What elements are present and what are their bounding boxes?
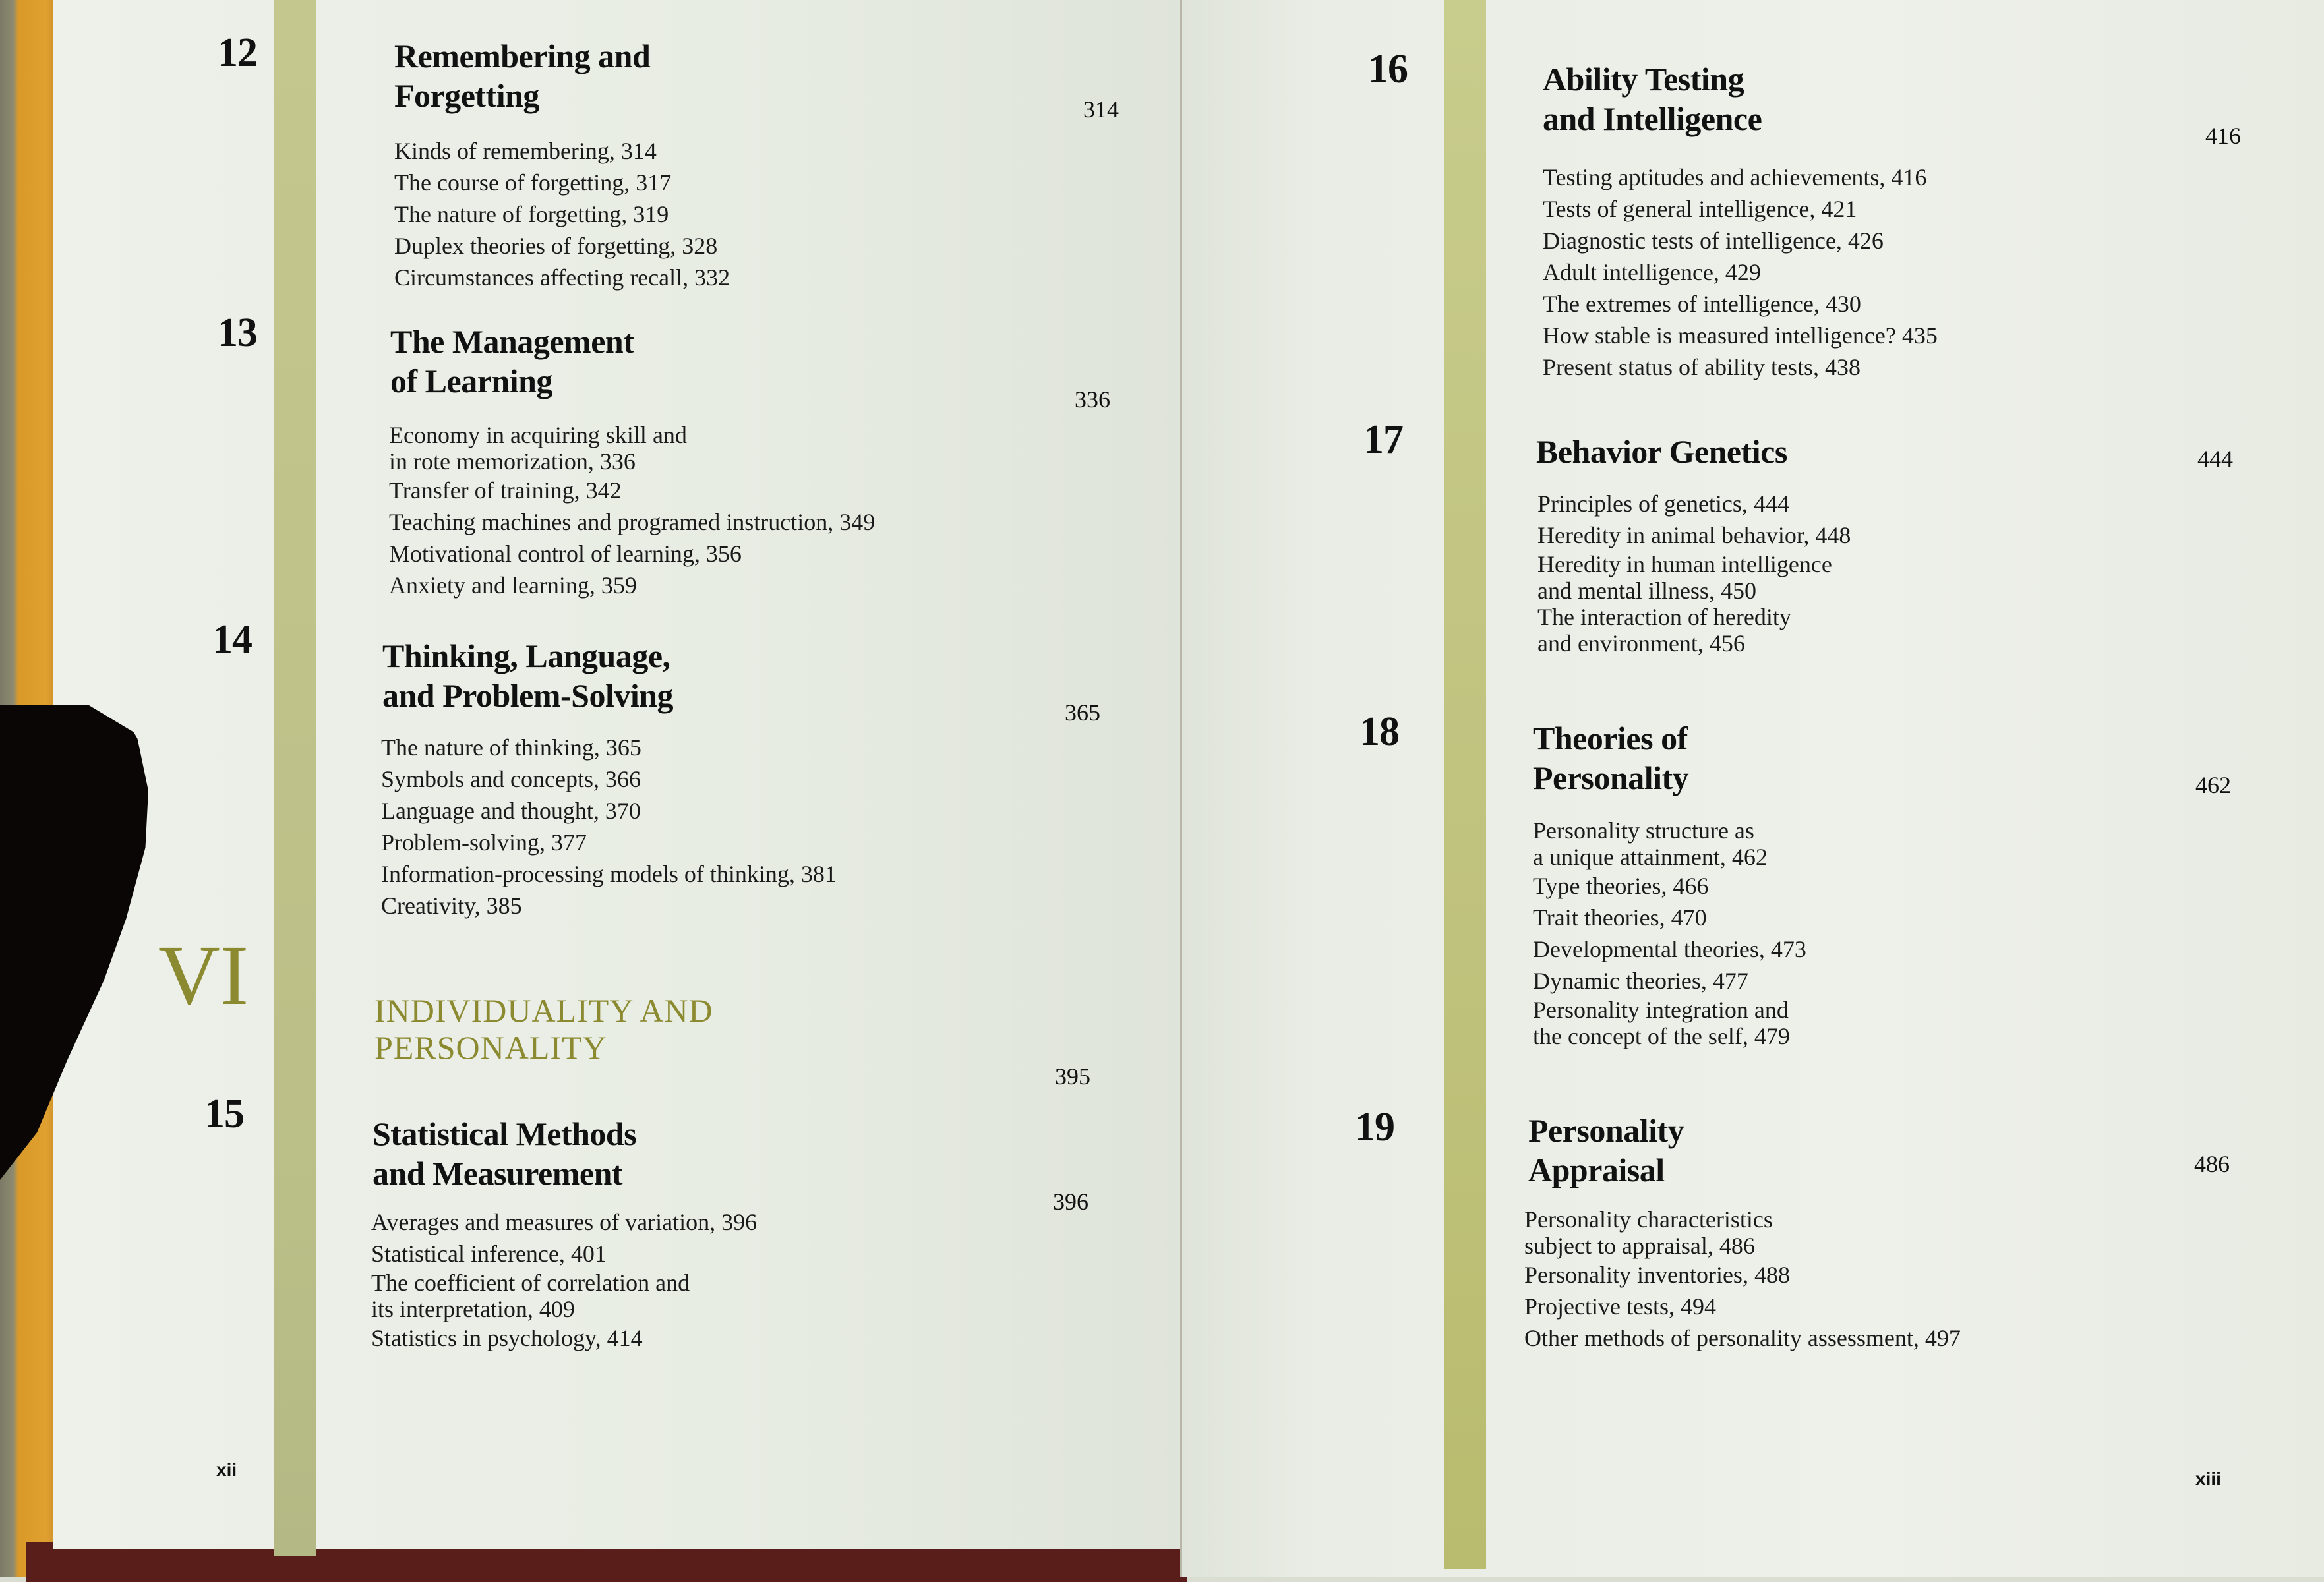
- chapter-title[interactable]: [390, 322, 634, 401]
- chapter-title-line: Remembering and: [394, 38, 651, 74]
- section-line: Personality structure as: [1533, 817, 1754, 844]
- section-line: in rote memorization, 336: [389, 448, 636, 475]
- section-item[interactable]: The extremes of intelligence, 430: [1543, 291, 1861, 317]
- section-item[interactable]: The course of forgetting, 317: [394, 169, 672, 196]
- section-list: [1543, 161, 1938, 383]
- section-item[interactable]: [1533, 817, 1806, 870]
- section-line: Heredity in human intelligence: [1537, 551, 1832, 577]
- section-item[interactable]: [371, 1270, 757, 1322]
- section-item[interactable]: Diagnostic tests of intelligence, 426: [1543, 227, 1884, 254]
- section-item[interactable]: How stable is measured intelligence? 435: [1543, 322, 1938, 349]
- chapter-number: 15: [204, 1092, 244, 1136]
- chapter-page-ref: 444: [2197, 446, 2233, 472]
- section-line: Personality characteristics: [1524, 1206, 1773, 1233]
- chapter-number: 17: [1363, 417, 1403, 462]
- chapter-title[interactable]: [1533, 718, 1688, 798]
- section-item[interactable]: Kinds of remembering, 314: [394, 138, 657, 164]
- section-item[interactable]: Symbols and concepts, 366: [381, 766, 641, 792]
- section-item[interactable]: Dynamic theories, 477: [1533, 968, 1748, 994]
- section-item[interactable]: [1524, 1206, 1961, 1259]
- section-item[interactable]: Duplex theories of forgetting, 328: [394, 233, 718, 259]
- chapter-title[interactable]: [382, 636, 673, 715]
- section-item[interactable]: Teaching machines and programed instruction, 349: [389, 509, 876, 535]
- section-line: a unique attainment, 462: [1533, 844, 1768, 870]
- chapter-title[interactable]: [372, 1114, 636, 1193]
- chapter-title-line: and Problem-Solving: [382, 677, 674, 714]
- section-item[interactable]: Anxiety and learning, 359: [389, 572, 637, 599]
- section-list: [1537, 488, 1851, 657]
- section-line: and mental illness, 450: [1537, 577, 1756, 604]
- section-item[interactable]: The nature of forgetting, 319: [394, 201, 669, 227]
- chapter-title-line: Theories of: [1533, 720, 1688, 757]
- section-item[interactable]: Heredity in animal behavior, 448: [1537, 522, 1851, 548]
- chapter-title[interactable]: [1543, 59, 1762, 138]
- chapter-page-ref: 314: [1083, 96, 1119, 123]
- chapter-page-ref: 396: [1053, 1188, 1088, 1215]
- section-item[interactable]: Type theories, 466: [1533, 873, 1709, 899]
- section-line: subject to appraisal, 486: [1524, 1233, 1755, 1259]
- section-line: The coefficient of correlation and: [371, 1270, 690, 1296]
- section-item[interactable]: Personality inventories, 488: [1524, 1262, 1790, 1288]
- section-line: Personality integration and: [1533, 997, 1789, 1023]
- section-item[interactable]: [1537, 551, 1851, 604]
- section-list: [1524, 1206, 1961, 1354]
- section-list: [381, 732, 837, 922]
- chapter-number: 12: [218, 30, 257, 75]
- chapter-page-ref: 336: [1075, 386, 1110, 413]
- section-item[interactable]: Tests of general intelligence, 421: [1543, 196, 1857, 222]
- chapter-title-line: of Learning: [390, 363, 552, 399]
- section-item[interactable]: Testing aptitudes and achievements, 416: [1543, 164, 1927, 190]
- section-item[interactable]: Statistical inference, 401: [371, 1241, 607, 1267]
- section-item[interactable]: [389, 422, 875, 475]
- chapter-title-line: and Measurement: [372, 1155, 623, 1192]
- chapter-title-line: Behavior Genetics: [1536, 433, 1787, 470]
- section-item[interactable]: Language and thought, 370: [381, 798, 641, 824]
- part-title[interactable]: [374, 992, 713, 1066]
- section-item[interactable]: [1537, 604, 1851, 657]
- chapter-title-line: Appraisal: [1528, 1152, 1665, 1188]
- section-item[interactable]: Present status of ability tests, 438: [1543, 354, 1861, 380]
- section-item[interactable]: Projective tests, 494: [1524, 1293, 1716, 1320]
- section-item[interactable]: Motivational control of learning, 356: [389, 541, 742, 567]
- section-line: and environment, 456: [1537, 630, 1745, 657]
- part-title-line: PERSONALITY: [374, 1029, 607, 1066]
- section-item[interactable]: Principles of genetics, 444: [1537, 490, 1789, 517]
- chapter-title[interactable]: [1536, 432, 1787, 471]
- page-folio: xiii: [2195, 1469, 2221, 1489]
- section-item[interactable]: Circumstances affecting recall, 332: [394, 264, 730, 291]
- section-line: The interaction of heredity: [1537, 604, 1791, 630]
- section-item[interactable]: Developmental theories, 473: [1533, 936, 1806, 962]
- chapter-title-line: Personality: [1528, 1112, 1684, 1149]
- section-item[interactable]: Problem-solving, 377: [381, 829, 587, 856]
- section-list: [1533, 817, 1806, 1049]
- book-gutter: [1180, 0, 1182, 1577]
- chapter-title-line: Personality: [1533, 759, 1689, 796]
- section-item[interactable]: The nature of thinking, 365: [381, 734, 641, 761]
- section-item[interactable]: Information-processing models of thinking, 381: [381, 861, 837, 887]
- part-title-line: INDIVIDUALITY AND: [374, 992, 713, 1029]
- section-item[interactable]: [1533, 997, 1806, 1049]
- chapter-page-ref: 416: [2205, 123, 2241, 149]
- chapter-page-ref: 462: [2195, 772, 2231, 798]
- section-item[interactable]: Trait theories, 470: [1533, 904, 1707, 931]
- chapter-number: 18: [1359, 709, 1399, 754]
- part-number: VI: [158, 928, 249, 1023]
- section-line: the concept of the self, 479: [1533, 1023, 1790, 1049]
- page-folio: xii: [216, 1459, 237, 1480]
- chapter-title[interactable]: [394, 36, 650, 115]
- chapter-title-line: and Intelligence: [1543, 100, 1762, 137]
- chapter-number: 16: [1368, 47, 1408, 92]
- chapter-title-line: Forgetting: [394, 77, 539, 114]
- section-item[interactable]: Statistics in psychology, 414: [371, 1325, 643, 1351]
- chapter-page-ref: 365: [1065, 699, 1100, 726]
- chapter-title-line: Ability Testing: [1543, 61, 1744, 98]
- accent-bar-left: [274, 0, 316, 1556]
- section-line: Economy in acquiring skill and: [389, 422, 687, 448]
- chapter-title-line: Statistical Methods: [372, 1115, 637, 1152]
- chapter-title-line: The Management: [390, 323, 634, 360]
- part-page-ref: 395: [1055, 1063, 1090, 1090]
- chapter-number: 13: [218, 310, 257, 355]
- accent-bar-right: [1444, 0, 1486, 1569]
- chapter-page-ref: 486: [2194, 1151, 2230, 1177]
- section-item[interactable]: Other methods of personality assessment, 497: [1524, 1325, 1961, 1351]
- section-item[interactable]: Creativity, 385: [381, 893, 522, 919]
- section-item[interactable]: Adult intelligence, 429: [1543, 259, 1761, 285]
- section-item[interactable]: Averages and measures of variation, 396: [371, 1209, 758, 1235]
- chapter-title[interactable]: [1528, 1111, 1684, 1190]
- section-item[interactable]: Transfer of training, 342: [389, 477, 622, 504]
- section-list: [371, 1206, 757, 1354]
- section-list: [394, 135, 730, 293]
- section-line: its interpretation, 409: [371, 1296, 575, 1322]
- section-list: [389, 422, 875, 601]
- chapter-title-line: Thinking, Language,: [382, 637, 670, 674]
- chapter-number: 19: [1355, 1105, 1394, 1150]
- chapter-number: 14: [212, 617, 252, 662]
